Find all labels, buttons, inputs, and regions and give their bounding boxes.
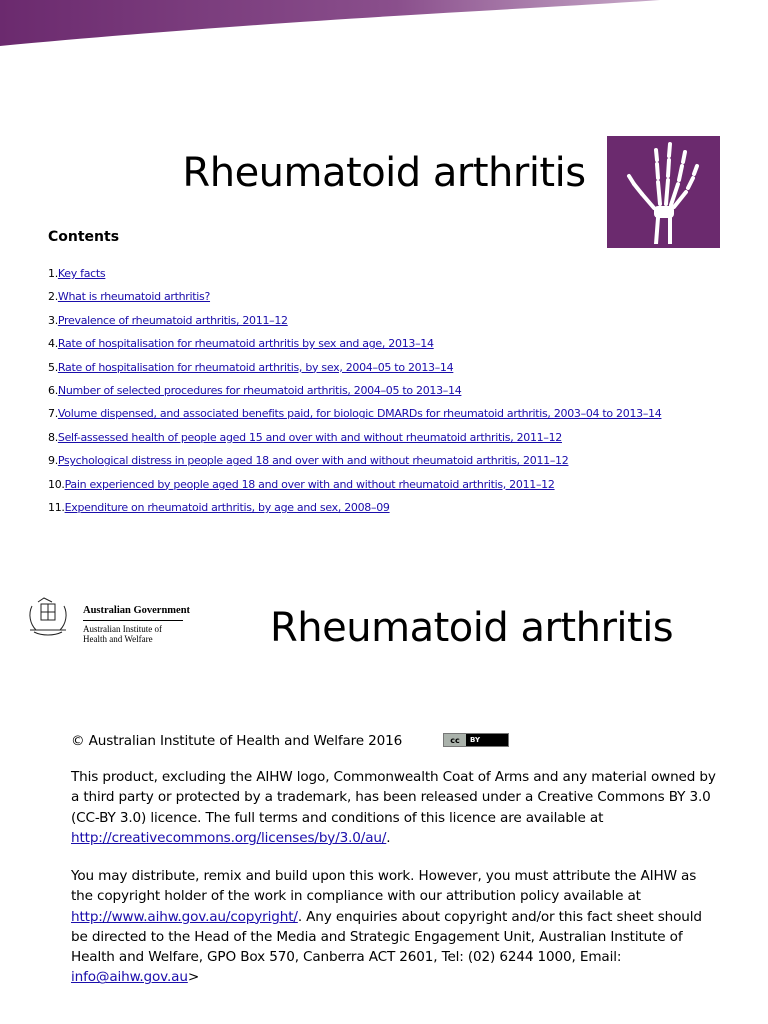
- toc-item: 6.Number of selected procedures for rheumatoid arthritis, 2004–05 to 2013–14: [48, 384, 462, 398]
- toc-item: 3.Prevalence of rheumatoid arthritis, 2011–12: [48, 313, 288, 327]
- email-link[interactable]: info@aihw.gov.au: [71, 969, 188, 986]
- toc-item: 9.Psychological distress in people aged 18 and over with and without rheumatoid arthritis, 2011–12: [48, 454, 569, 468]
- cc-icon: cc: [444, 734, 466, 746]
- page-title: Rheumatoid arthritis: [182, 150, 586, 196]
- toc-item: 7.Volume dispensed, and associated benefits paid, for biologic DMARDs for rheumatoid arthritis, 2003–04 to 2013–14: [48, 407, 662, 421]
- toc-link-hosp-sex-trend[interactable]: Rate of hospitalisation for rheumatoid arthritis, by sex, 2004–05 to 2013–14: [57, 360, 454, 374]
- toc-link-expenditure[interactable]: Expenditure on rheumatoid arthritis, by age and sex, 2008–09: [64, 501, 390, 515]
- header-swoosh: [0, 0, 768, 50]
- toc-item: 10.Pain experienced by people aged 18 and over with and without rheumatoid arthritis, 2011–12: [48, 477, 555, 491]
- toc-item: 11.Expenditure on rheumatoid arthritis, by age and sex, 2008–09: [48, 501, 390, 515]
- toc-link-pain[interactable]: Pain experienced by people aged 18 and over with and without rheumatoid arthritis, 2011–12: [64, 477, 555, 491]
- hand-xray-image: [607, 136, 720, 248]
- toc-link-procedures[interactable]: Number of selected procedures for rheumatoid arthritis, 2004–05 to 2013–14: [57, 384, 462, 398]
- gov-name: Australian Government: [83, 605, 191, 616]
- toc-link-self-assessed[interactable]: Self-assessed health of people aged 15 and over with and without rheumatoid arthritis, 2011–12: [57, 430, 562, 444]
- copyright-line: © Australian Institute of Health and Welfare 2016: [71, 733, 403, 749]
- attribution-paragraph: You may distribute, remix and build upon this work. However, you must attribute the AIHW as the copyright holder of the work in compliance with our attribution policy available at http://www.aihw.gov.au/copyright/. Any enquiries about copyright and/or this fact sheet should be directed to the Head of the Media and Strategic Engagement Unit, Australian Institute of Health and Welfare, GPO Box 570, Canberra ACT 2601, Tel: (02) 6244 1000, Email: info@aihw.gov.au>: [71, 868, 702, 986]
- secondary-title: Rheumatoid arthritis: [270, 605, 674, 651]
- hand-bones-icon: [624, 140, 704, 244]
- toc-item: 1.Key facts: [48, 267, 106, 280]
- aihw-name: Australian Institute of Health and Welfare: [83, 624, 162, 644]
- toc-link-dmards[interactable]: Volume dispensed, and associated benefits paid, for biologic DMARDs for rheumatoid arthritis, 2003–04 to 2013–14: [57, 407, 662, 421]
- toc-item: 4.Rate of hospitalisation for rheumatoid arthritis by sex and age, 2013–14: [48, 337, 434, 351]
- toc-link-hosp-sex-age[interactable]: Rate of hospitalisation for rheumatoid arthritis by sex and age, 2013–14: [57, 337, 434, 351]
- cc-by-badge[interactable]: [443, 733, 509, 747]
- copyright-policy-link[interactable]: http://www.aihw.gov.au/copyright/: [71, 908, 298, 925]
- toc-link-what-is[interactable]: What is rheumatoid arthritis?: [57, 290, 211, 304]
- licence-paragraph: This product, excluding the AIHW logo, Commonwealth Coat of Arms and any material owned by a third party or protected by a trademark, has been released under a Creative Commons BY 3.0 (CC-BY 3.0) licence. The full terms and conditions of this licence are available at http://creativecommons.org/licenses/by/3.0/au/.: [71, 769, 716, 846]
- toc-link-psych-distress[interactable]: Psychological distress in people aged 18 and over with and without rheumatoid arthritis, 2011–12: [57, 454, 569, 468]
- contents-heading: Contents: [48, 229, 120, 245]
- cc-licence-link[interactable]: http://creativecommons.org/licenses/by/3.0/au/: [71, 829, 387, 846]
- toc-item: 8.Self-assessed health of people aged 15 and over with and without rheumatoid arthritis, 2011–12: [48, 430, 562, 444]
- gov-divider: [83, 620, 183, 621]
- toc-link-prevalence[interactable]: Prevalence of rheumatoid arthritis, 2011–12: [57, 313, 288, 327]
- toc-link-key-facts[interactable]: Key facts: [57, 267, 106, 280]
- toc-item: 5.Rate of hospitalisation for rheumatoid arthritis, by sex, 2004–05 to 2013–14: [48, 360, 454, 374]
- by-label: BY: [470, 736, 481, 744]
- table-of-contents: [48, 262, 661, 519]
- toc-item: 2.What is rheumatoid arthritis?: [48, 290, 211, 304]
